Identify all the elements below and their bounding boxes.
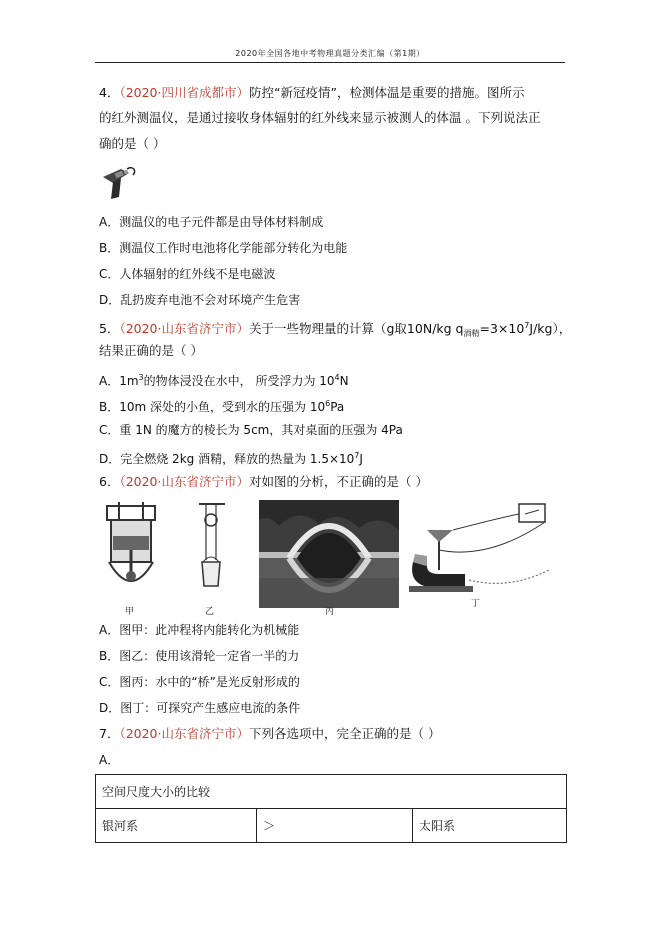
q6-option-b: B．图乙：使用该滑轮一定省一半的力 xyxy=(99,649,300,663)
q5-a-post: N xyxy=(339,374,349,388)
q6-source: （2020·山东省济宁市） xyxy=(119,474,249,489)
figure-label-jia: 甲 xyxy=(125,607,135,617)
table-cell: 银河系 xyxy=(96,809,257,843)
q6-option-d: D．图丁：可探究产生感应电流的条件 xyxy=(99,701,301,715)
q5-a-sup2: 4 xyxy=(334,373,340,382)
pulley-figure xyxy=(197,500,227,600)
q5-number: 5． xyxy=(99,321,120,336)
q6-stem xyxy=(99,474,428,490)
q5-stem-line1 xyxy=(99,318,571,342)
induction-experiment-figure xyxy=(409,500,565,610)
figure-label-bing: 丙 xyxy=(325,607,335,617)
bridge-reflection-photo xyxy=(259,500,399,608)
q5-stem-sub: 酒精 xyxy=(463,329,480,338)
q5-option-c: C．重 1N 的魔方的棱长为 5cm，其对桌面的压强为 4Pa xyxy=(99,423,403,437)
q4-option-c: C．人体辐射的红外线不是电磁波 xyxy=(99,267,276,281)
q5-stem-mid: =3×10 xyxy=(479,321,525,336)
q5-a-pre: A．1m xyxy=(99,374,139,388)
q5-d-pre: D．完全燃烧 2kg 酒精，释放的热量为 1.5×10 xyxy=(99,452,355,466)
q5-stem-post: J/kg）， xyxy=(529,321,572,336)
q6-text: 对如图的分析，不正确的是（ ） xyxy=(249,474,428,489)
q5-a-sup: 3 xyxy=(138,373,144,382)
q6-number: 6． xyxy=(99,474,120,489)
q4-option-a: A．测温仪的电子元件都是由导体材料制成 xyxy=(99,215,324,229)
q7-number: 7． xyxy=(99,726,120,741)
page-header: 2020年全国各地中考物理真题分类汇编（第1期） xyxy=(235,49,425,58)
q6-figures xyxy=(99,500,565,617)
infrared-thermometer-icon xyxy=(99,163,141,203)
header-rule xyxy=(95,62,565,63)
engine-cylinder-figure xyxy=(101,500,161,600)
q6-option-a: A．图甲：此冲程将内能转化为机械能 xyxy=(99,623,300,637)
q4-source: （2020·四川省成都市） xyxy=(119,85,249,100)
table-cell: ＞ xyxy=(257,809,413,843)
figure-label-ding: 丁 xyxy=(471,599,481,609)
q4-option-d: D．乱扔废弃电池不会对环境产生危害 xyxy=(99,293,301,307)
table-row xyxy=(96,775,567,809)
q7-stem xyxy=(99,726,440,742)
q7-comparison-table xyxy=(95,774,567,843)
q5-d-sup: 7 xyxy=(354,451,360,460)
table-title-cell: 空间尺度大小的比较 xyxy=(96,775,567,809)
q5-d-mid: J xyxy=(359,452,363,466)
q5-stem-sup: 7 xyxy=(524,321,530,330)
q7-option-a-label: A． xyxy=(99,753,120,767)
q4-stem-line2: 的红外测温仪，是通过接收身体辐射的红外线来显示被测人的体温 。下列说法正 xyxy=(99,110,541,125)
q5-option-a xyxy=(99,370,349,389)
q4-stem-line1 xyxy=(99,85,524,101)
q4-option-b: B．测温仪工作时电池将化学能部分转化为电能 xyxy=(99,241,348,255)
q5-b-mid: Pa xyxy=(330,400,345,414)
q5-stem-pre: 关于一些物理量的计算（g取10N/kg q xyxy=(249,321,464,336)
q5-a-mid: 的物体浸没在水中， 所受浮力为 10 xyxy=(143,374,335,388)
q5-b-sup: 6 xyxy=(325,399,331,408)
q5-b-pre: B．10m 深处的小鱼，受到水的压强为 10 xyxy=(99,400,326,414)
q6-option-c: C．图丙：水中的“桥”是光反射形成的 xyxy=(99,675,300,689)
q5-stem-line2: 结果正确的是（ ） xyxy=(99,343,203,358)
q4-number: 4． xyxy=(99,85,120,100)
q5-source: （2020·山东省济宁市） xyxy=(119,321,249,336)
q7-source: （2020·山东省济宁市） xyxy=(119,726,249,741)
q7-text: 下列各选项中，完全正确的是（ ） xyxy=(249,726,441,741)
table-cell: 太阳系 xyxy=(413,809,567,843)
q4-stem-line3: 确的是（ ） xyxy=(99,136,166,151)
figure-label-yi: 乙 xyxy=(205,607,215,617)
table-row xyxy=(96,809,567,843)
q5-option-d xyxy=(99,448,363,467)
q5-option-b xyxy=(99,396,344,415)
q4-text-1: 防控“新冠疫情”，检测体温是重要的措施。图所示 xyxy=(249,85,525,100)
